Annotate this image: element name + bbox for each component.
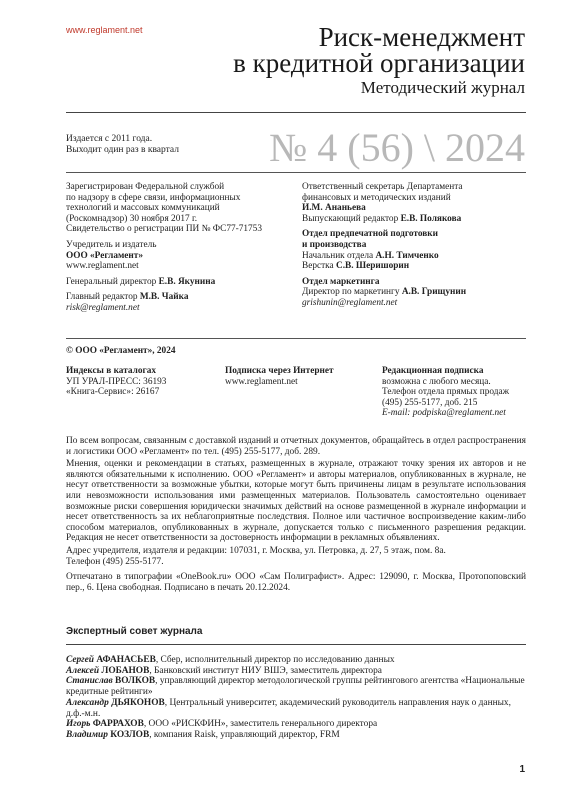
expert-surname: ВОЛКОВ (114, 676, 156, 687)
pub-line-2: Выходит один раз в квартал (66, 145, 179, 155)
right-column (302, 182, 527, 309)
expert-description: , Центральный университет, академический руководитель направления наук о данных, д.ф.-м.н. (66, 697, 511, 719)
expert-surname: КОЗЛОВ (110, 729, 150, 740)
reg-line-3: технологий и массовых коммуникаций (66, 203, 220, 214)
catalog-line-2: «Книга-Сервис»: 26167 (66, 387, 160, 398)
founder-site: www.reglament.net (66, 261, 139, 272)
layout-line (302, 261, 527, 272)
header-rule (66, 112, 526, 113)
info-rule (66, 172, 526, 173)
phone-line: Телефон (495) 255-5177. (66, 556, 164, 567)
issuer-name: Е.В. Полякова (400, 213, 462, 224)
expert-rule (66, 644, 526, 645)
marketing-email: grishunin@reglament.net (302, 297, 398, 308)
expert-item (66, 719, 526, 730)
internet-title: Подписка через Интернет (225, 366, 334, 376)
expert-item (66, 730, 526, 741)
editor-label: Главный редактор (66, 292, 138, 303)
expert-council-title: Экспертный совет журнала (66, 626, 203, 637)
internet-site: www.reglament.net (225, 376, 298, 387)
expert-name: Владимир (66, 729, 111, 740)
expert-list (66, 655, 526, 741)
expert-name: Сергей (66, 655, 97, 665)
expert-description: , Сбер, исполнительный директор по исследованию данных (155, 655, 395, 665)
prepress-head-label: Начальник отдела (302, 250, 374, 261)
editorial-email: E-mail: podpiska@reglament.net (382, 408, 506, 419)
marketing-line (302, 287, 527, 298)
issuer-line (302, 214, 527, 225)
expert-item (66, 655, 526, 666)
site-url: www.reglament.net (66, 25, 143, 35)
legal-text (66, 436, 526, 593)
secretary-line-1: Ответственный секретарь Департамента (302, 182, 463, 192)
expert-name: Александр (66, 697, 112, 708)
expert-name: Алексей (66, 665, 102, 676)
founder-name: ООО «Регламент» (66, 250, 143, 261)
expert-name: Станислав (66, 676, 115, 687)
issuer-label: Выпускающий редактор (302, 213, 399, 224)
page-number: 1 (519, 764, 525, 775)
catalog-line-1: УП УРАЛ-ПРЕСС: 36193 (66, 376, 167, 387)
expert-surname: ЛОБАНОВ (101, 665, 150, 676)
layout-name: С.В. Шеришорин (336, 261, 410, 272)
gd-line (66, 277, 291, 288)
founder-label: Учредитель и издатель (66, 239, 157, 250)
editorial-subscription (382, 366, 532, 419)
pub-line-1: Издается с 2011 года. (66, 134, 153, 144)
editor-email: risk@reglament.net (66, 302, 140, 313)
marketing-title: Отдел маркетинга (302, 276, 380, 287)
expert-item (66, 676, 526, 697)
publication-info (66, 134, 179, 156)
editor-line (66, 292, 291, 303)
marketing-label: Директор по маркетингу (302, 287, 400, 298)
editorial-title: Редакционная подписка (382, 366, 484, 376)
reg-line-2: по надзору в сфере связи, информационных (66, 192, 241, 203)
expert-description: , ООО «РИСКФИН», заместитель генерального директора (143, 719, 378, 730)
journal-title (233, 24, 525, 76)
title-line-2: в кредитной организации (233, 48, 525, 78)
title-line-1: Риск-менеджмент (318, 22, 525, 52)
prepress-title-2: и производства (302, 239, 367, 250)
copyright-rule (66, 338, 526, 339)
editorial-line-2: Телефон отдела прямых продаж (382, 387, 510, 398)
expert-surname: ФАРРАХОВ (92, 719, 144, 730)
catalog-indexes (66, 366, 216, 398)
expert-surname: АФАНАСЬЕВ (96, 655, 156, 665)
expert-item (66, 666, 526, 677)
secretary-name: И.М. Ананьева (302, 203, 366, 214)
editorial-line-3: (495) 255-5177, доб. 215 (382, 397, 478, 408)
expert-description: , компания Raisk, управляющий директор, FRM (149, 729, 340, 740)
expert-description: , управляющий директор методологической группы рейтингового агентства «Национальные кредитные рейтинги» (66, 676, 525, 698)
editorial-line-1: возможна с любого месяца. (382, 376, 491, 387)
layout-label: Верстка (302, 261, 334, 272)
expert-name: Игорь (66, 719, 93, 730)
internet-subscription (225, 366, 375, 387)
prepress-title-1: Отдел предпечатной подготовки (302, 229, 438, 240)
gd-label: Генеральный директор (66, 276, 157, 287)
prepress-head-name: А.Н. Тимченко (375, 250, 439, 261)
issue-number: № 4 (56) \ 2024 (269, 125, 525, 170)
left-column (66, 182, 291, 314)
editor-name: М.В. Чайка (139, 292, 189, 303)
printing-paragraph: Отпечатано в типографии «OneBook.ru» ООО «Сам Полиграфист». Адрес: 129090, г. Москва, Протопоповский пер., 6. Цена свободная. Подписано в печать 20.12.2024. (66, 572, 526, 593)
catalog-title: Индексы в каталогах (66, 366, 157, 376)
expert-item (66, 698, 526, 719)
gd-name: Е.В. Якунина (158, 276, 216, 287)
secretary-line-2: финансовых и методических изданий (302, 192, 451, 203)
address-line: Адрес учредителя, издателя и редакции: 107031, г. Москва, ул. Петровка, д. 27, 5 этаж, пом. 8а. (66, 545, 446, 556)
expert-surname: ДЬЯКОНОВ (111, 697, 165, 708)
copyright: © ООО «Регламент», 2024 (66, 346, 176, 356)
reg-line-4: (Роскомнадзор) 30 ноября 2017 г. (66, 213, 198, 224)
marketing-name: А.В. Грищунин (401, 287, 467, 298)
reg-line-5: Свидетельство о регистрации ПИ № ФС77-71753 (66, 224, 262, 235)
reg-line-1: Зарегистрирован Федеральной службой (66, 182, 225, 192)
expert-description: , Банковский институт НИУ ВШЭ, заместитель директора (149, 665, 382, 676)
prepress-head-line (302, 251, 527, 262)
delivery-paragraph: По всем вопросам, связанным с доставкой изданий и отчетных документов, обращайтесь в отдел распространения и логистики ООО «Регламент» по тел. (495) 255-5177, доб. 289. (66, 436, 526, 457)
disclaimer-paragraph: Мнения, оценки и рекомендации в статьях, размещенных в журнале, отражают точку зрения их авторов и не являются обязательными к исполнению. ООО «Регламент» и авторы материалов, опубликованных в журнале, не несут ответственности за возможные убытки, которые могут быть причинены лицам в результате использования или невозможности использования ими размещенных материалов. Пользователь самостоятельно оценивает возможные риски совершения юридически значимых действий на основе размещенной в журнале информации и несет ответственность за их неблагоприятные последствия. Полное или частичное воспроизведение каким-либо способом материалов, опубликованных в журнале, допускается только с письменного разрешения редакции. Редакция не несет ответственности за достоверность информации в рекламных объявлениях. (66, 459, 526, 544)
journal-subtitle: Методический журнал (360, 78, 525, 97)
